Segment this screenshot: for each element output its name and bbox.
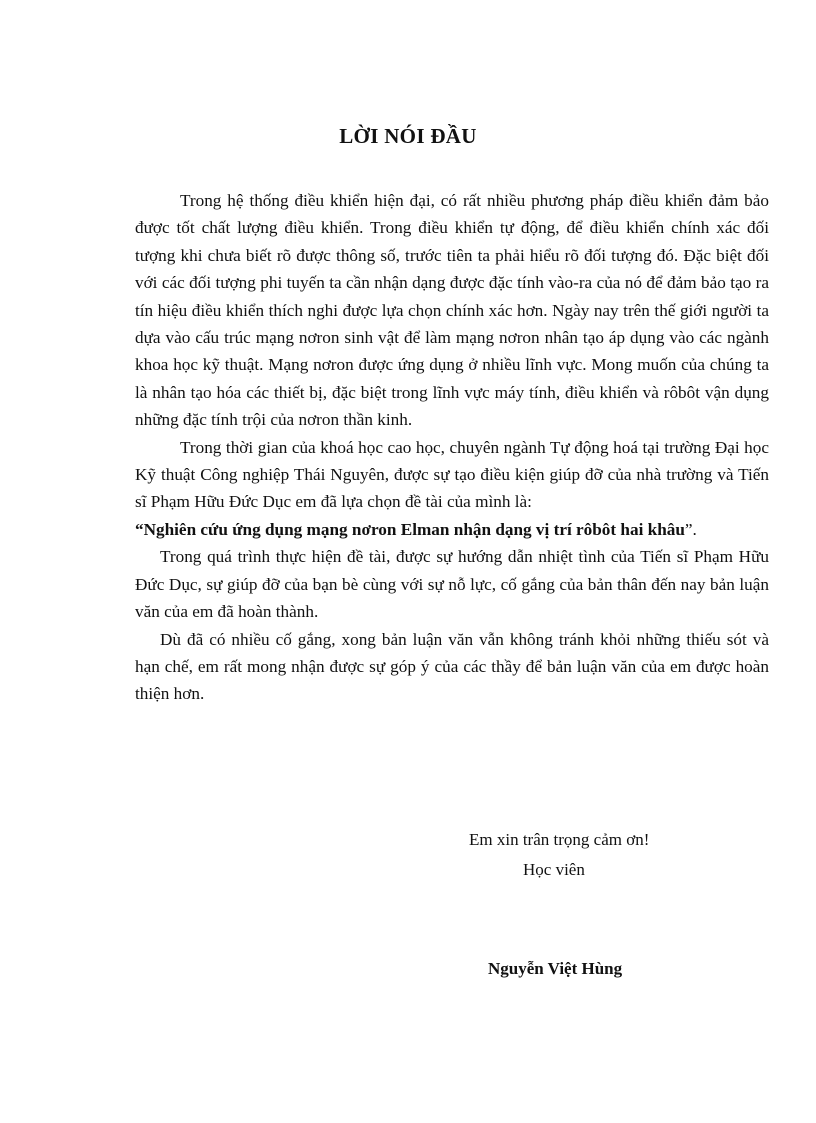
paragraph-limitations: Dù đã có nhiều cố gắng, xong bản luận văn vẫn không tránh khỏi những thiếu sót và hạn chế, em rất mong nhận được sự góp ý của các thầy để bản luận văn của em được hoàn thiện hơn. [135, 629, 769, 704]
thesis-title: Nghiên cứu ứng dụng mạng nơron Elman nhận dạng vị trí rôbôt hai khâu [143, 519, 685, 539]
signature-name: Nguyễn Việt Hùng [488, 959, 623, 978]
closing-thanks: Em xin trân trọng cảm ơn! [469, 830, 650, 849]
paragraph-process: Trong quá trình thực hiện đề tài, được sự hướng dẫn nhiệt tình của Tiến sĩ Phạm Hữu Đức Dục, sự giúp đỡ của bạn bè cùng với sự nỗ lực, cố gắng của bản thân đến nay bản luận văn của em đã hoàn thành. [135, 547, 769, 622]
closing-role: Học viên [523, 860, 585, 879]
page-title: LỜI NÓI ĐẦU [339, 124, 477, 148]
thesis-title-line [135, 516, 769, 543]
thesis-close: ”. [684, 519, 697, 539]
thesis-open-quote: “ [135, 519, 144, 539]
paragraph-intro: Trong hệ thống điều khiển hiện đại, có rất nhiều phương pháp điều khiển đảm bảo được tốt chất lượng điều khiển. Trong điều khiển tự động, để điều khiển chính xác đối tượng khi chưa biết rõ được thông số, trước tiên ta phải hiểu rõ đối tượng đó. Đặc biệt đối với các đối tượng phi tuyến ta cần nhận dạng được đặc tính vào-ra của nó để đảm bảo tạo ra tín hiệu điều khiển thích nghi được lựa chọn chính xác hơn. Ngày nay trên thế giới người ta dựa vào cấu trúc mạng nơron sinh vật để làm mạng nơron nhân tạo áp dụng vào các ngành khoa học kỹ thuật. Mạng nơron được ứng dụng ở nhiều lĩnh vực. Mong muốn của chúng ta là nhân tạo hóa các thiết bị, đặc biệt trong lĩnh vực máy tính, điều khiển và rôbôt vận dụng những đặc tính trội của nơron thần kinh. [135, 191, 769, 430]
paragraph-course: Trong thời gian của khoá học cao học, chuyên ngành Tự động hoá tại trường Đại học Kỹ thuật Công nghiệp Thái Nguyên, được sự tạo điều kiện giúp đỡ của nhà trường và Tiến sĩ Phạm Hữu Đức Dục em đã lựa chọn đề tài của mình là: [135, 437, 769, 512]
body-text [135, 187, 769, 708]
